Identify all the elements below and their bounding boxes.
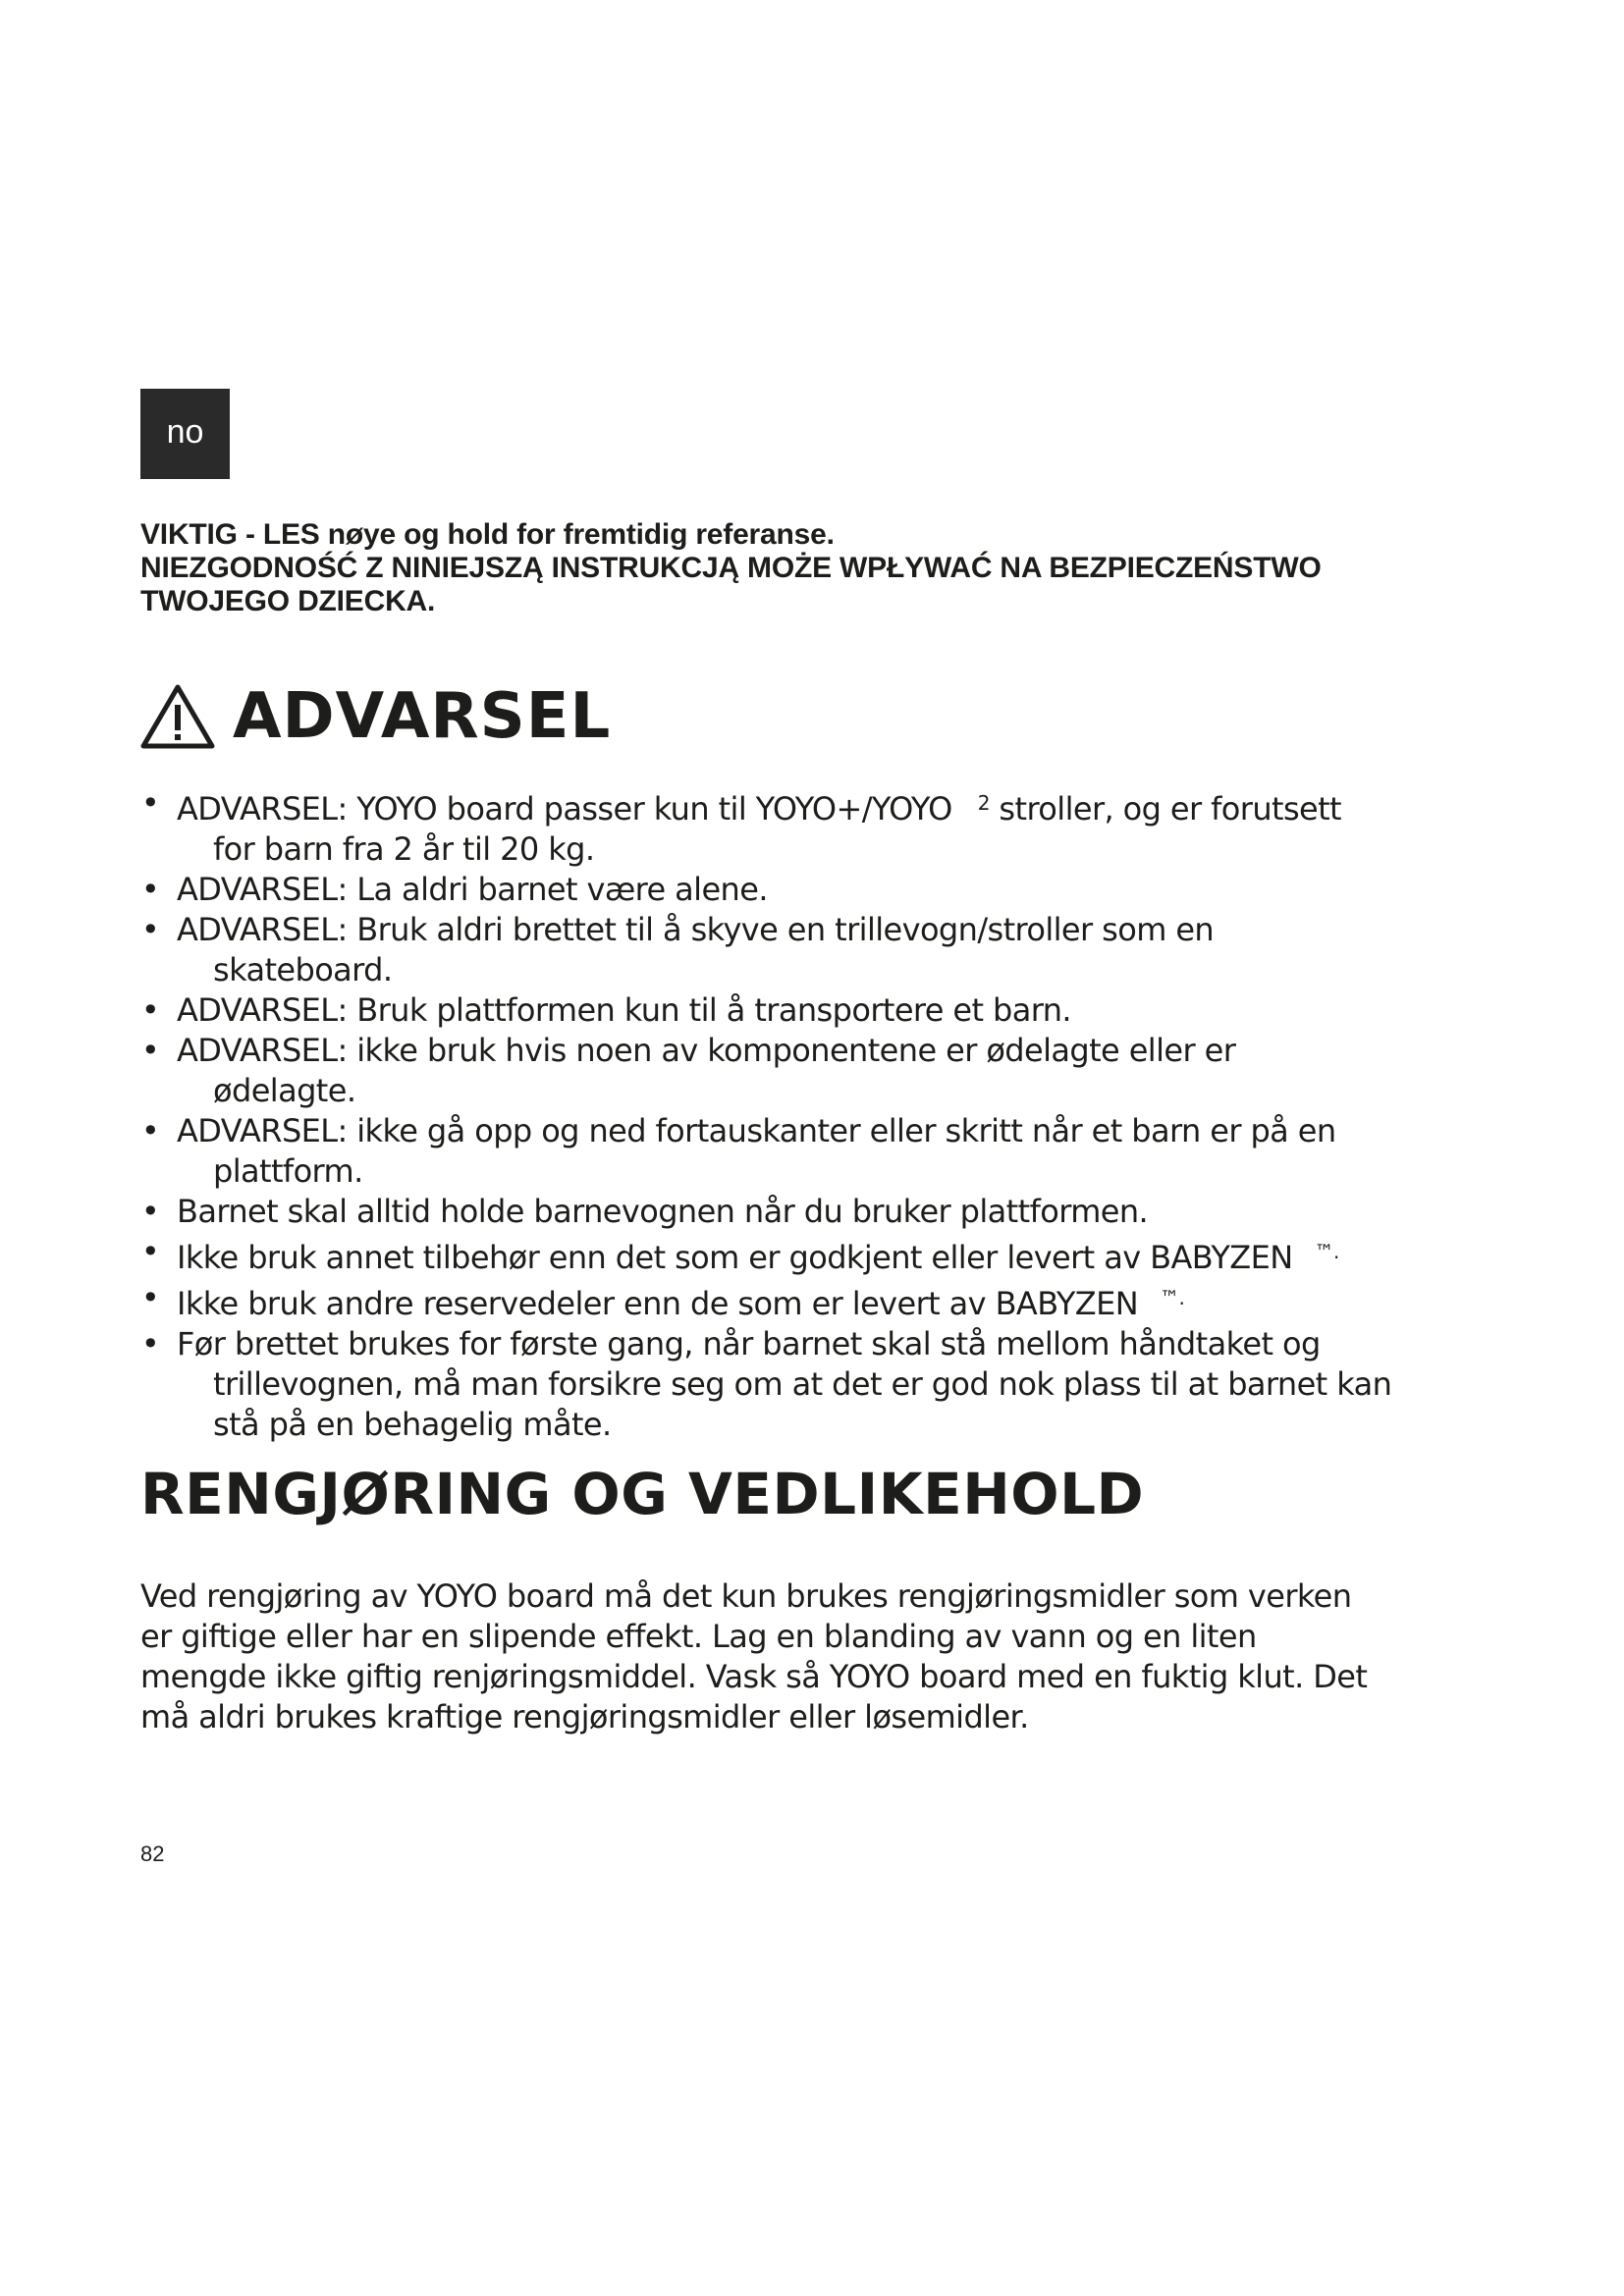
bullet: • bbox=[140, 911, 160, 948]
list-item bbox=[140, 1031, 1495, 1111]
important-line-3: TWOJEGO DZIECKA. bbox=[140, 585, 436, 617]
list-item-text: ADVARSEL: YOYO board passer kun til YOYO+/YOYO bbox=[177, 790, 952, 828]
list-item bbox=[140, 1232, 1495, 1278]
list-item bbox=[140, 910, 1495, 990]
bullet: • bbox=[140, 1279, 160, 1316]
important-line-2: NIEZGODNOŚĆ Z NINIEJSZĄ INSTRUKCJĄ MOŻE WPŁYWAĆ NA BEZPIECZEŃSTWO bbox=[140, 552, 1322, 584]
bullet: • bbox=[140, 1325, 160, 1362]
list-item-text: ADVARSEL: Bruk aldri brettet til å skyve en trillevogn/stroller som en bbox=[177, 911, 1215, 948]
list-item-text: ADVARSEL: La aldri barnet være alene. bbox=[177, 871, 768, 908]
list-item-text: stroller, og er forutsett bbox=[999, 790, 1342, 828]
list-item bbox=[140, 1111, 1495, 1192]
care-line: er giftige eller har en slipende effekt. Lag en blanding av vann og en liten bbox=[140, 1618, 1257, 1655]
bullet: • bbox=[140, 1112, 160, 1149]
warning-heading bbox=[140, 677, 611, 756]
list-item-text: Ikke bruk andre reservedeler enn de som er levert av BABYZEN bbox=[177, 1285, 1139, 1322]
trademark: ™. bbox=[1314, 1240, 1339, 1263]
list-item-text: Ikke bruk annet tilbehør enn det som er godkjent eller levert av BABYZEN bbox=[177, 1239, 1293, 1276]
list-item bbox=[140, 990, 1495, 1031]
bullet: • bbox=[140, 1032, 160, 1069]
important-line-1: VIKTIG - LES nøye og hold for fremtidig referanse. bbox=[140, 518, 835, 551]
warning-triangle-icon bbox=[140, 683, 215, 750]
list-item-continuation: trillevognen, må man forsikre seg om at det er god nok plass til at barnet kan bbox=[213, 1365, 1392, 1403]
list-item-text: Barnet skal alltid holde barnevognen når du bruker plattformen. bbox=[177, 1193, 1149, 1230]
bullet: • bbox=[140, 871, 160, 908]
care-heading: RENGJØRING OG VEDLIKEHOLD bbox=[140, 1461, 1145, 1527]
trademark: ™. bbox=[1160, 1286, 1185, 1309]
list-item-continuation: skateboard. bbox=[213, 951, 393, 988]
list-item-text: ADVARSEL: ikke gå opp og ned fortauskanter eller skritt når et barn er på en bbox=[177, 1112, 1336, 1149]
list-item-continuation: plattform. bbox=[213, 1152, 363, 1190]
list-item-text: ADVARSEL: ikke bruk hvis noen av komponentene er ødelagte eller er bbox=[177, 1032, 1236, 1069]
language-badge bbox=[140, 389, 230, 479]
superscript: 2 bbox=[977, 791, 990, 815]
list-item bbox=[140, 1324, 1495, 1445]
list-item bbox=[140, 783, 1495, 870]
important-notice bbox=[140, 518, 1476, 618]
list-item-continuation: for barn fra 2 år til 20 kg. bbox=[213, 830, 595, 868]
list-item bbox=[140, 1192, 1495, 1232]
care-paragraph bbox=[140, 1576, 1495, 1737]
language-code: no bbox=[166, 412, 204, 451]
list-item bbox=[140, 1278, 1495, 1324]
list-item-text: ADVARSEL: Bruk plattformen kun til å transportere et barn. bbox=[177, 991, 1071, 1029]
list-item bbox=[140, 870, 1495, 910]
list-item-continuation: stå på en behagelig måte. bbox=[213, 1406, 612, 1443]
list-item-text: Før brettet brukes for første gang, når barnet skal stå mellom håndtaket og bbox=[177, 1325, 1321, 1362]
bullet: • bbox=[140, 1233, 160, 1270]
bullet: • bbox=[140, 784, 160, 822]
care-line: Ved rengjøring av YOYO board må det kun brukes rengjøringsmidler som verken bbox=[140, 1577, 1352, 1615]
list-item-continuation: ødelagte. bbox=[213, 1072, 356, 1109]
bullet: • bbox=[140, 1193, 160, 1230]
bullet: • bbox=[140, 991, 160, 1029]
care-line: mengde ikke giftig renjøringsmiddel. Vask så YOYO board med en fuktig klut. Det bbox=[140, 1658, 1368, 1695]
page-number: 82 bbox=[140, 1842, 165, 1866]
warning-title: ADVARSEL bbox=[233, 680, 612, 753]
warning-list bbox=[140, 783, 1495, 1445]
care-line: må aldri brukes kraftige rengjøringsmidler eller løsemidler. bbox=[140, 1698, 1029, 1735]
